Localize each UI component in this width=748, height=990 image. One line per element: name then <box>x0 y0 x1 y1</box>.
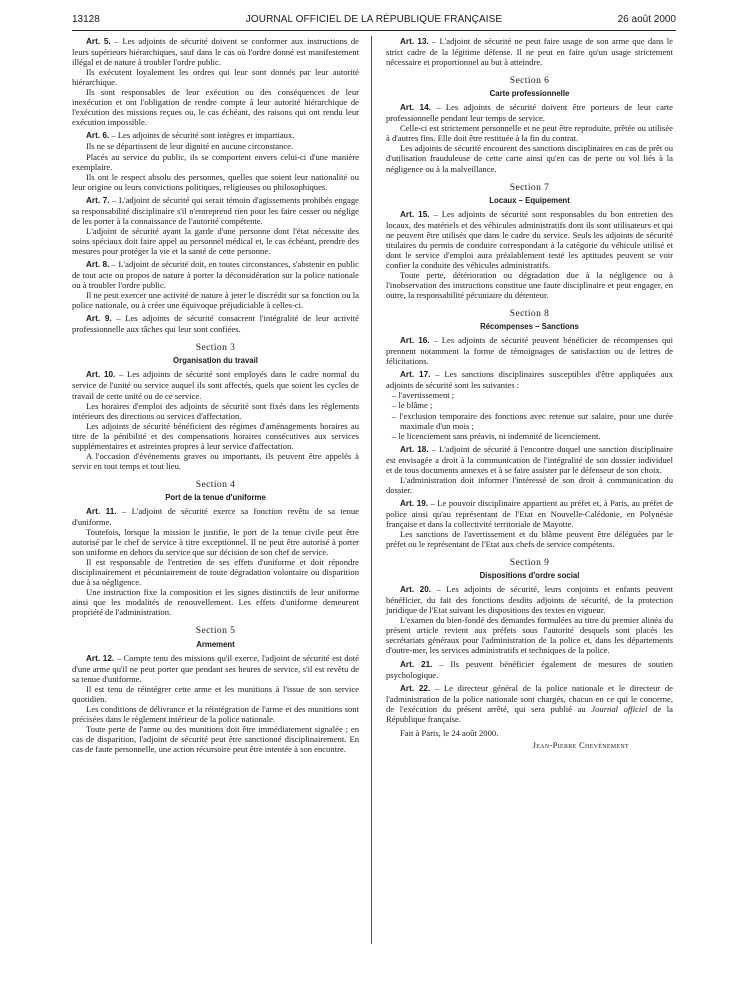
article-text: – Les adjoints de sécurité sont responsables du bon entretien des locaux, des matériels et des véhicules administratifs dont ils sont utilisateurs et qui ne peuvent être utilisés que dans le cadre du service. Seuls les adjoints de sécurité titulaires du permis de conduire correspondant à la catégorie du véhicule utilisé et dont le service d'emploi aura préalablement testé les aptitudes peuvent se voir confier la conduite des véhicules administratifs. <box>386 208 673 270</box>
article-text: – L'adjoint de sécurité ne peut faire usage de son arme que dans le strict cadre de la légitime défense. Il ne peut en faire qu'un usage strictement nécessaire et proportionnel au but à atteindre. <box>386 36 673 68</box>
section-subtitle: Port de la tenue d'uniforme <box>165 492 266 502</box>
article-number: Art. 17. <box>400 370 431 380</box>
page-number: 13128 <box>72 14 100 25</box>
article-text: – Ils peuvent bénéficier également de mesures de soutien psychologique. <box>386 658 673 680</box>
article-19 <box>386 498 673 549</box>
article-text: Ils ont le respect absolu des personnes, quelles que soient leur nationalité ou leur origine ou leurs convictions politiques, religieuses ou philosophiques. <box>72 171 359 192</box>
column-divider <box>371 36 372 944</box>
article-number: Art. 8. <box>86 259 110 269</box>
article-16 <box>386 335 673 366</box>
article-text: – Les adjoints de sécurité consacrent l'intégralité de leur activité professionnelle aux tâches qui leur sont confiées. <box>72 313 359 335</box>
article-number: Art. 19. <box>400 498 429 508</box>
signature: Jean-Pierre Chevènement <box>532 739 629 750</box>
article-7 <box>72 195 359 256</box>
article-text: Il ne peut exercer une activité de nature à jeter le discrédit sur sa fonction ou la police nationale, ou à créer une équivoque préjudiciable à celles-ci. <box>72 290 359 311</box>
article-text: Celle-ci est strictement personnelle et ne peut être reproduite, prêtée ou utilisée à d'autres fins. Elle doit être restituée à la fin du contrat. <box>386 123 673 144</box>
article-text: Les horaires d'emploi des adjoints de sécurité sont fixés dans les règlements intérieurs des directions ou services d'affectation. <box>72 400 359 421</box>
article-text: Toute perte de l'arme ou des munitions doit être immédiatement signalée ; en cas de disparition, l'adjoint de sécurité peut être sanctionné disciplinairement. En cas de faute personnelle, une action récursoire peut être intentée à son encontre. <box>72 723 359 754</box>
left-column <box>72 36 359 754</box>
article-text: Ils exécutent loyalement les ordres qui leur sont donnés par leur autorité hiérarchique. <box>72 67 359 88</box>
article-text: – Les adjoints de sécurité sont intègres et impartiaux. <box>109 130 295 141</box>
article-text: Ils ne se départissent de leur dignité en aucune circonstance. <box>86 141 294 152</box>
article-text: Les conditions de délivrance et la réintégration de l'arme et des munitions sont précisées dans le règlement intérieur de la police nationale. <box>72 703 359 724</box>
article-text: – Les adjoints de sécurité, leurs conjoints et enfants peuvent bénéficier, du fait des fonctions desdits adjoints de sécurité, de la protection juridique de l'Etat suivant les dispositions des textes en vigueur. <box>386 584 673 616</box>
article-text: de la République française. <box>386 703 673 724</box>
article-number: Art. 12. <box>86 653 115 663</box>
section-subtitle: Armement <box>196 639 235 649</box>
right-column <box>386 36 673 750</box>
article-text: Placés au service du public, ils se comportent envers celui-ci d'une manière exemplaire. <box>72 151 359 172</box>
list-item: – l'avertissement ; <box>392 390 455 401</box>
article-text: Il est tenu de réintégrer cette arme et les munitions à l'issue de son service quotidien. <box>72 683 359 704</box>
article-text: A l'occasion d'événements graves ou importants, ils peuvent être appelés à servir en tout temps et tout lieu. <box>72 450 359 471</box>
article-text: L'examen du bien-fondé des demandes formulées au titre du premier alinéa du présent article revient aux préfets sous l'autorité desquels sont placés les secrétariats généraux pour l'administration de la police et, dans les départements d'outre-mer, les services administratifs et techniques de la police. <box>386 615 673 656</box>
article-14 <box>386 102 673 173</box>
section-title: Section 3 <box>195 342 236 354</box>
article-15 <box>386 209 673 300</box>
article-22 <box>386 683 673 724</box>
article-18 <box>386 444 673 495</box>
article-number: Art. 13. <box>400 37 429 46</box>
article-text: L'administration doit informer l'intéressé de son droit à communication du dossier. <box>386 474 673 495</box>
article-21 <box>386 659 673 680</box>
sanction-list <box>386 390 673 440</box>
section-title: Section 5 <box>195 625 236 637</box>
article-number: Art. 11. <box>86 506 117 516</box>
list-item: – l'exclusion temporaire des fonctions avec retenue sur salaire, pour une durée maximale d'un mois ; <box>392 410 673 431</box>
article-text: Les adjoints de sécurité encourent des sanctions disciplinaires en cas de prêt ou d'utilisation frauduleuse de cette carte ainsi qu'en cas de perte ou vol liés à la négligence ou à la malveillance. <box>386 143 673 174</box>
section-title: Section 8 <box>509 308 550 320</box>
article-text: – Les sanctions disciplinaires susceptibles d'être appliquées aux adjoints de sécurité sont les suivantes : <box>386 369 673 391</box>
signing-place-date: Fait à Paris, le 24 août 2000. <box>400 727 499 738</box>
article-number: Art. 5. <box>86 37 111 46</box>
list-item: – le blâme ; <box>392 400 433 411</box>
article-text: Toute perte, détérioration ou dégradation due à la négligence ou à l'inobservation des instructions constitue une faute disciplinaire et peut engager, en outre, la responsabilité pécuniaire du détenteur. <box>386 269 673 301</box>
article-8 <box>72 259 359 310</box>
article-11 <box>72 506 359 618</box>
section-title: Section 7 <box>509 181 550 193</box>
article-number: Art. 14. <box>400 103 431 113</box>
article-text: – Le directeur général de la police nationale et le directeur de l'administration de la police nationale sont chargés, chacun en ce qui le concerne, de l'exécution du présent arrêté, qui sera publié au <box>386 682 673 714</box>
article-17 <box>386 369 673 440</box>
article-number: Art. 6. <box>86 131 110 141</box>
article-text: – Les adjoints de sécurité sont employés dans le cadre normal du service de l'unité ou service auquel ils sont affectés, quels que soient les cycles de travail de cette unité ou de ce service. <box>72 369 359 401</box>
issue-date: 26 août 2000 <box>617 14 676 25</box>
article-text: – Les adjoints de sécurité peuvent bénéficier de récompenses qui prennent notamment la forme de témoignages de satisfaction ou de lettres de félicitations. <box>386 335 673 367</box>
article-5 <box>72 36 359 127</box>
list-item: – le licenciement sans préavis, ni indemnité de licenciement. <box>392 430 601 441</box>
article-12 <box>72 653 359 754</box>
article-text: Toutefois, lorsque la mission le justifie, le port de la tenue civile peut être autorisé par le chef de service à titre exceptionnel. Il ne peut être autorisé à porter son uniforme en dehors du service que sur décision de son chef de service. <box>72 527 359 558</box>
article-number: Art. 22. <box>400 683 431 693</box>
article-text: – Les adjoints de sécurité doivent être porteurs de leur carte professionnelle pendant leur temps de service. <box>386 102 673 124</box>
article-20 <box>386 584 673 655</box>
article-number: Art. 7. <box>86 195 110 205</box>
section-subtitle: Locaux – Equipement <box>489 195 570 205</box>
article-text: – Compte tenu des missions qu'il exerce, l'adjoint de sécurité est doté d'une arme qu'il ne peut porter que pendant ses heures de service, s'il est revêtu de sa tenue d'uniforme. <box>72 652 359 684</box>
article-10 <box>72 369 359 470</box>
article-text: – L'adjoint de sécurité exerce sa fonction revêtu de sa tenue d'uniforme. <box>72 505 359 528</box>
article-text: – Les adjoints de sécurité doivent se conformer aux instructions de leurs supérieurs hiérarchiques, sauf dans le cas où l'ordre donné est manifestement illégal et de nature à troubler l'ordre public. <box>72 36 359 68</box>
article-text: – L'adjoint de sécurité à l'encontre duquel une sanction disciplinaire est envisagée a droit à la communication de l'intégralité de son dossier individuel et de tous documents annexes et à se faire assister par le défenseur de son choix. <box>386 443 673 475</box>
article-number: Art. 16. <box>400 336 430 346</box>
article-13 <box>386 36 673 67</box>
article-text: Ils sont responsables de leur exécution ou des conséquences de leur inexécution et ont l'obligation de rendre compte à leur autorité hiérarchique de l'exécution des missions reçues ou, le cas échéant, des raisons qui ont rendu leur exécution impossible. <box>72 87 359 128</box>
article-text: Il est responsable de l'entretien de ses effets d'uniforme et doit répondre disciplinairement et pécuniairement de toute dégradation volontaire ou disparition due à sa négligence. <box>72 557 359 588</box>
article-number: Art. 15. <box>400 209 430 219</box>
article-text: Les adjoints de sécurité bénéficient des régimes d'aménagements horaires au titre de la pénibilité et des compensations horaires consécutives aux services supplémentaires et astreintes propres à leur service d'affectation. <box>72 420 359 451</box>
section-subtitle: Récompenses – Sanctions <box>480 322 579 332</box>
article-text: Les sanctions de l'avertissement et du blâme peuvent être déléguées par le préfet ou le représentant de l'Etat aux chefs de service compétents. <box>386 529 673 550</box>
article-number: Art. 9. <box>86 314 112 324</box>
article-text: – Le pouvoir disciplinaire appartient au préfet et, à Paris, au préfet de police ainsi qu'au représentant de l'Etat en Nouvelle-Calédonie, en Polynésie française et dans la collectivité territoriale de Mayotte. <box>386 497 673 529</box>
section-subtitle: Dispositions d'ordre social <box>479 571 580 581</box>
article-text: – L'adjoint de sécurité doit, en toutes circonstances, s'abstenir en public de tout acte ou propos de nature à porter la déconsidération sur la police nationale ou à troubler l'ordre public. <box>72 258 359 291</box>
article-text: – L'adjoint de sécurité qui serait témoin d'agissements prohibés engage sa responsabilité disciplinaire s'il n'entreprend rien pour les faire cesser ou néglige de les porter à la connaissance de l'autorité compétente. <box>72 194 359 226</box>
article-number: Art. 20. <box>400 585 432 595</box>
article-number: Art. 18. <box>400 444 429 454</box>
journal-title: JOURNAL OFFICIEL DE LA RÉPUBLIQUE FRANÇAISE <box>245 14 503 25</box>
section-title: Section 9 <box>509 557 550 569</box>
header-rule <box>72 30 676 31</box>
section-title: Section 6 <box>509 75 550 87</box>
section-subtitle: Carte professionnelle <box>489 89 570 99</box>
section-title: Section 4 <box>195 478 236 490</box>
page-header <box>72 14 676 30</box>
article-9 <box>72 313 359 334</box>
article-text: Une instruction fixe la composition et les signes distinctifs de leur uniforme ainsi que les modalités de renouvellement. Les effets d'uniforme demeurent propriété de l'administration. <box>72 587 359 618</box>
article-text: L'adjoint de sécurité ayant la garde d'une personne dont l'état nécessite des soins spéciaux doit faire appel au personnel médical et, le cas échéant, prendre des mesures pour protéger la vie et la santé de cette personne. <box>72 225 359 256</box>
article-number: Art. 10. <box>86 370 116 380</box>
section-subtitle: Organisation du travail <box>173 356 258 366</box>
article-6 <box>72 130 359 191</box>
journal-name: Journal officiel <box>591 703 648 714</box>
article-number: Art. 21. <box>400 659 433 669</box>
